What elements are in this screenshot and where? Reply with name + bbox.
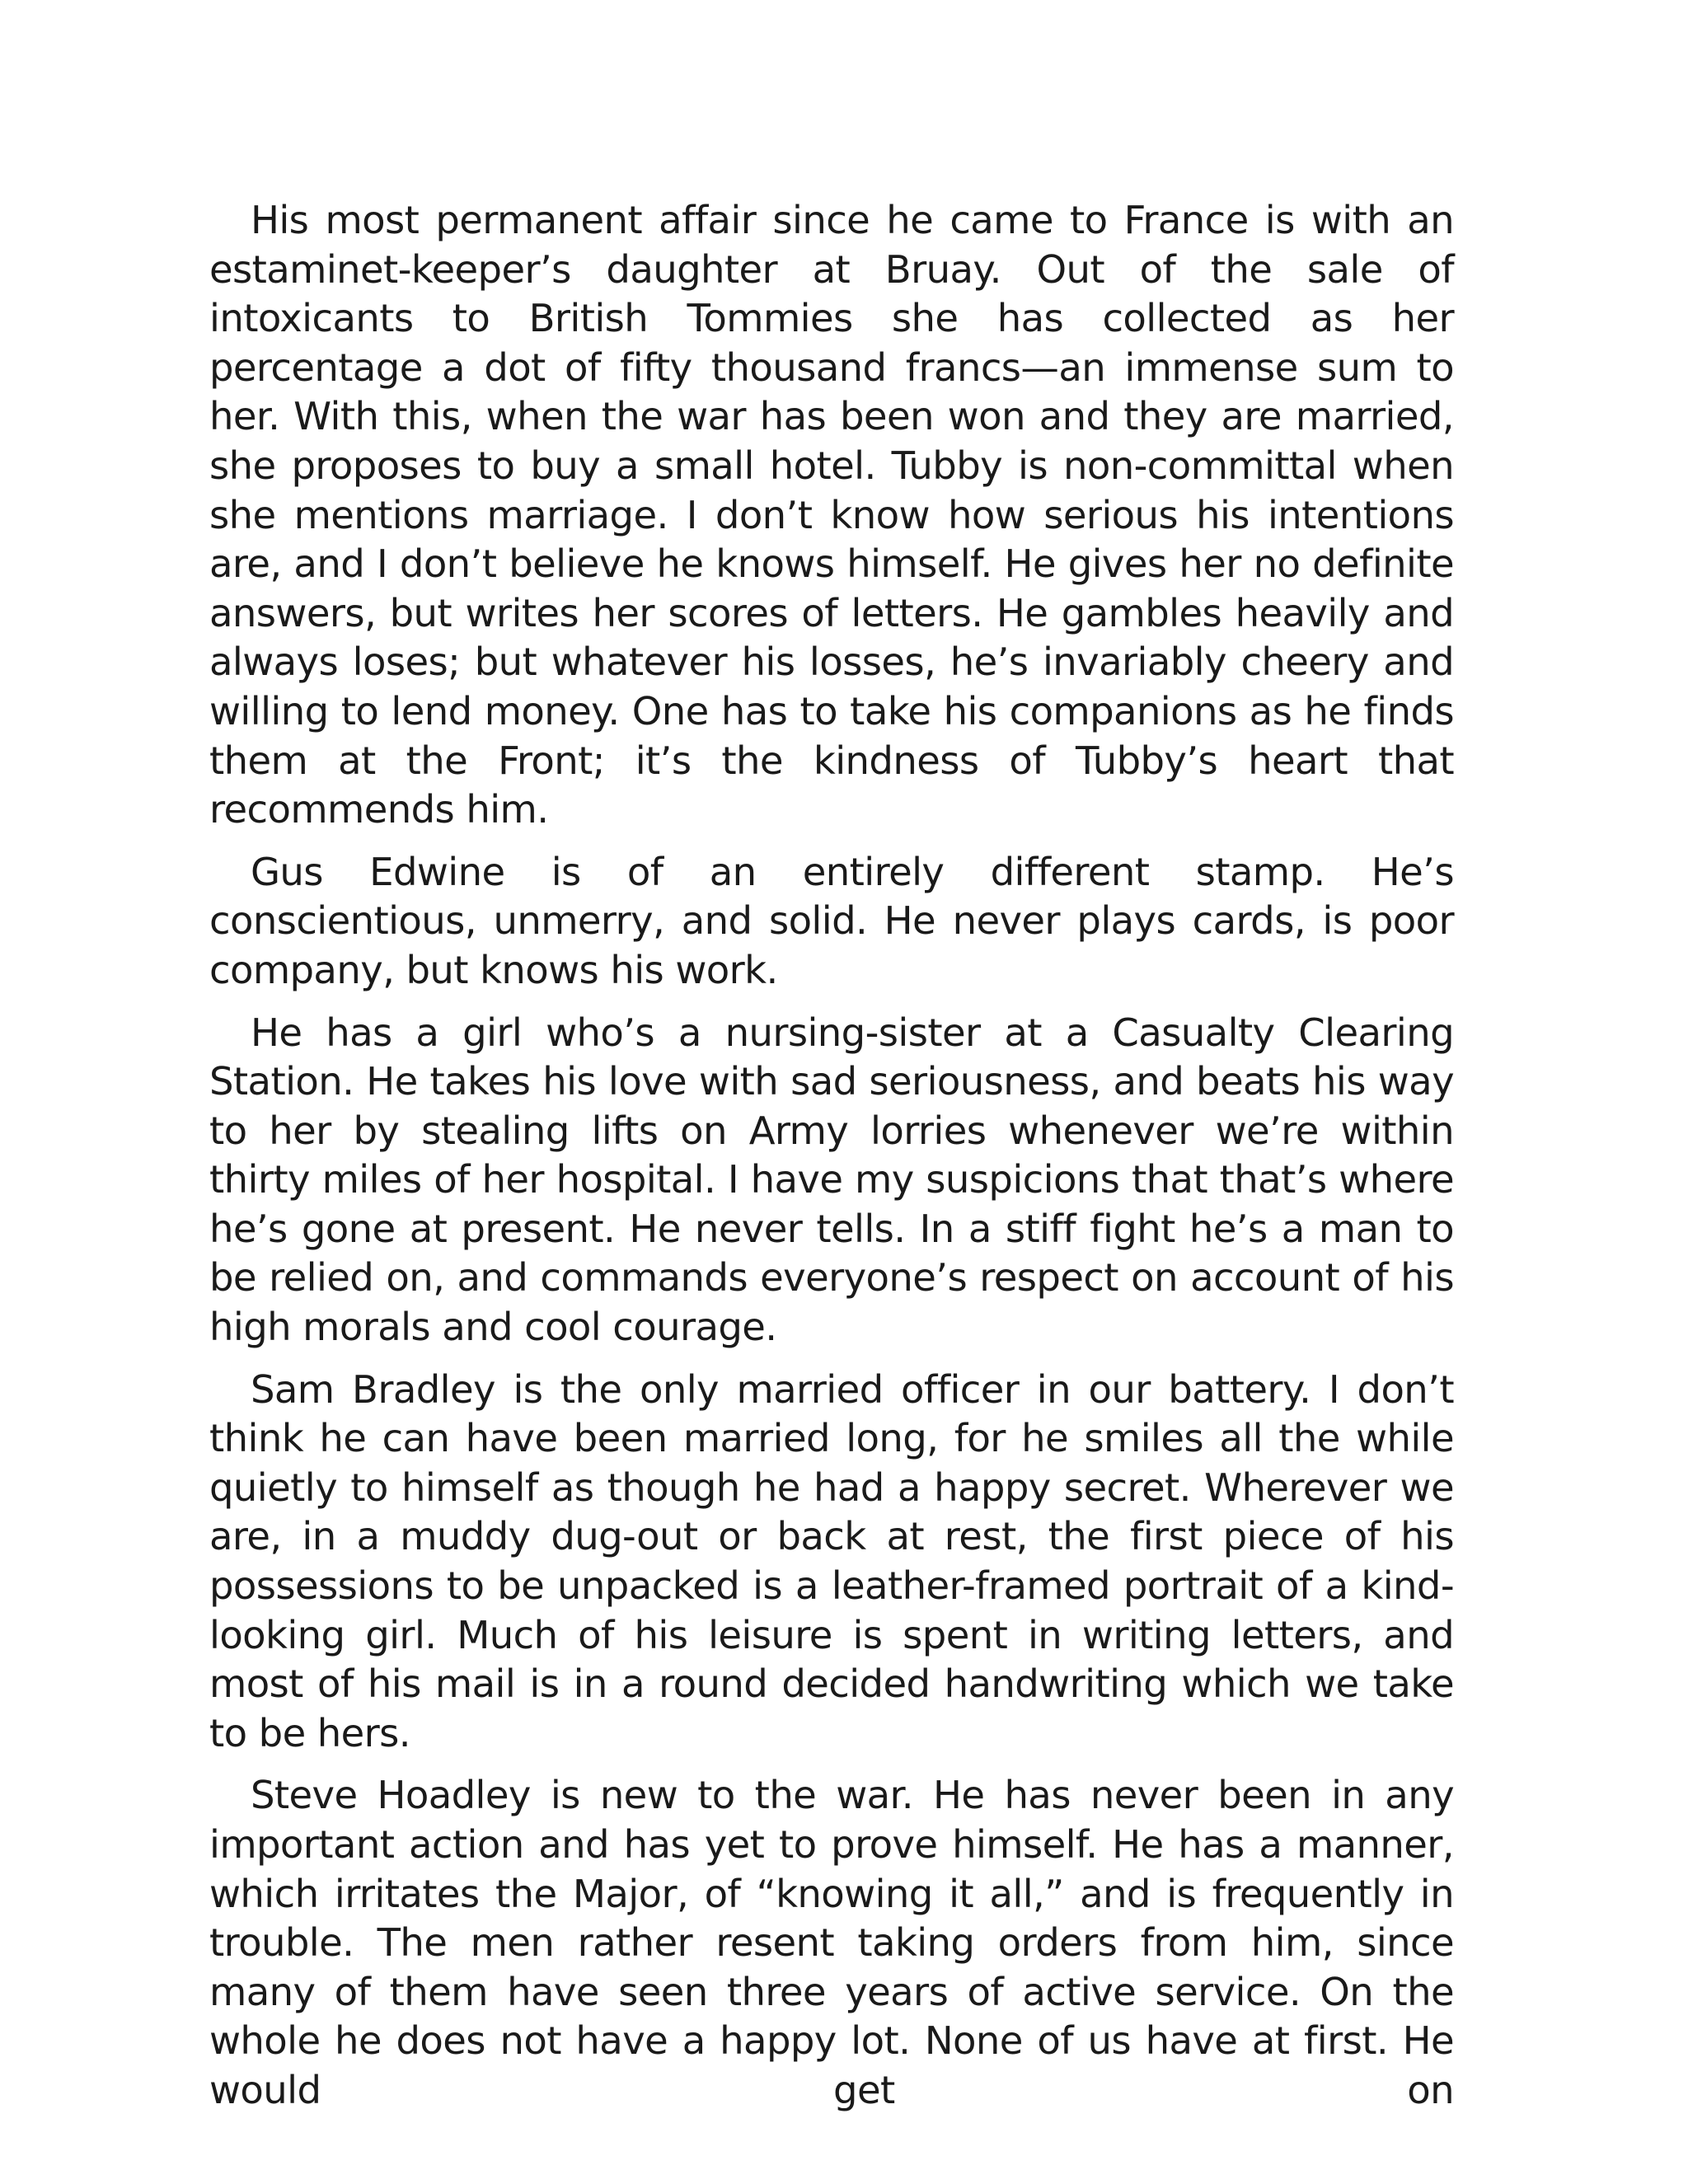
document-page — [209, 196, 1454, 2116]
paragraph-sam-bradley: Sam Bradley is the only married officer in our battery. I don’t think he can have been married long, for he smiles all the while quietly to himself as though he had a happy secret. Wherever we are, in a muddy dug-out or back at rest, the first piece of his possessions to be unpacked is a leather-framed portrait of a kind-looking girl. Much of his leisure is spent in writing letters, and most of his mail is in a round decided handwriting which we take to be hers. — [209, 1366, 1454, 1755]
paragraph-gus-edwine: Gus Edwine is of an entirely different stamp. He’s conscientious, unmerry, and solid. He never plays cards, is poor company, but knows his work. — [209, 849, 1454, 992]
paragraph-steve-hoadley: Steve Hoadley is new to the war. He has never been in any important action and has yet to prove himself. He has a manner, which irritates the Major, of “knowing it all,” and is frequently in trouble. The men rather resent taking orders from him, since many of them have seen three years of active service. On the whole he does not have a happy lot. None of us have at first. He would get on — [209, 1773, 1454, 2112]
paragraph-tubby: His most permanent affair since he came to France is with an estaminet-keeper’s daughter at Bruay. Out of the sale of intoxicants to British Tommies she has collected as her percentage a dot of fifty thousand francs—an immense sum to her. With this, when the war has been won and they are married, she proposes to buy a small hotel. Tubby is non-committal when she mentions marriage. I don’t know how serious his intentions are, and I don’t believe he knows himself. He gives her no definite answers, but writes her scores of letters. He gambles heavily and always loses; but whatever his losses, he’s invariably cheery and willing to lend money. One has to take his companions as he finds them at the Front; it’s the kindness of Tubby’s heart that recommends him. — [209, 198, 1454, 832]
paragraph-gus-girl: He has a girl who’s a nursing-sister at a Casualty Clearing Station. He takes his love with sad seriousness, and beats his way to her by stealing lifts on Army lorries whenever we’re within thirty miles of her hospital. I have my suspicions that that’s where he’s gone at present. He never tells. In a stiff fight he’s a man to be relied on, and commands everyone’s respect on account of his high morals and cool courage. — [209, 1010, 1454, 1350]
